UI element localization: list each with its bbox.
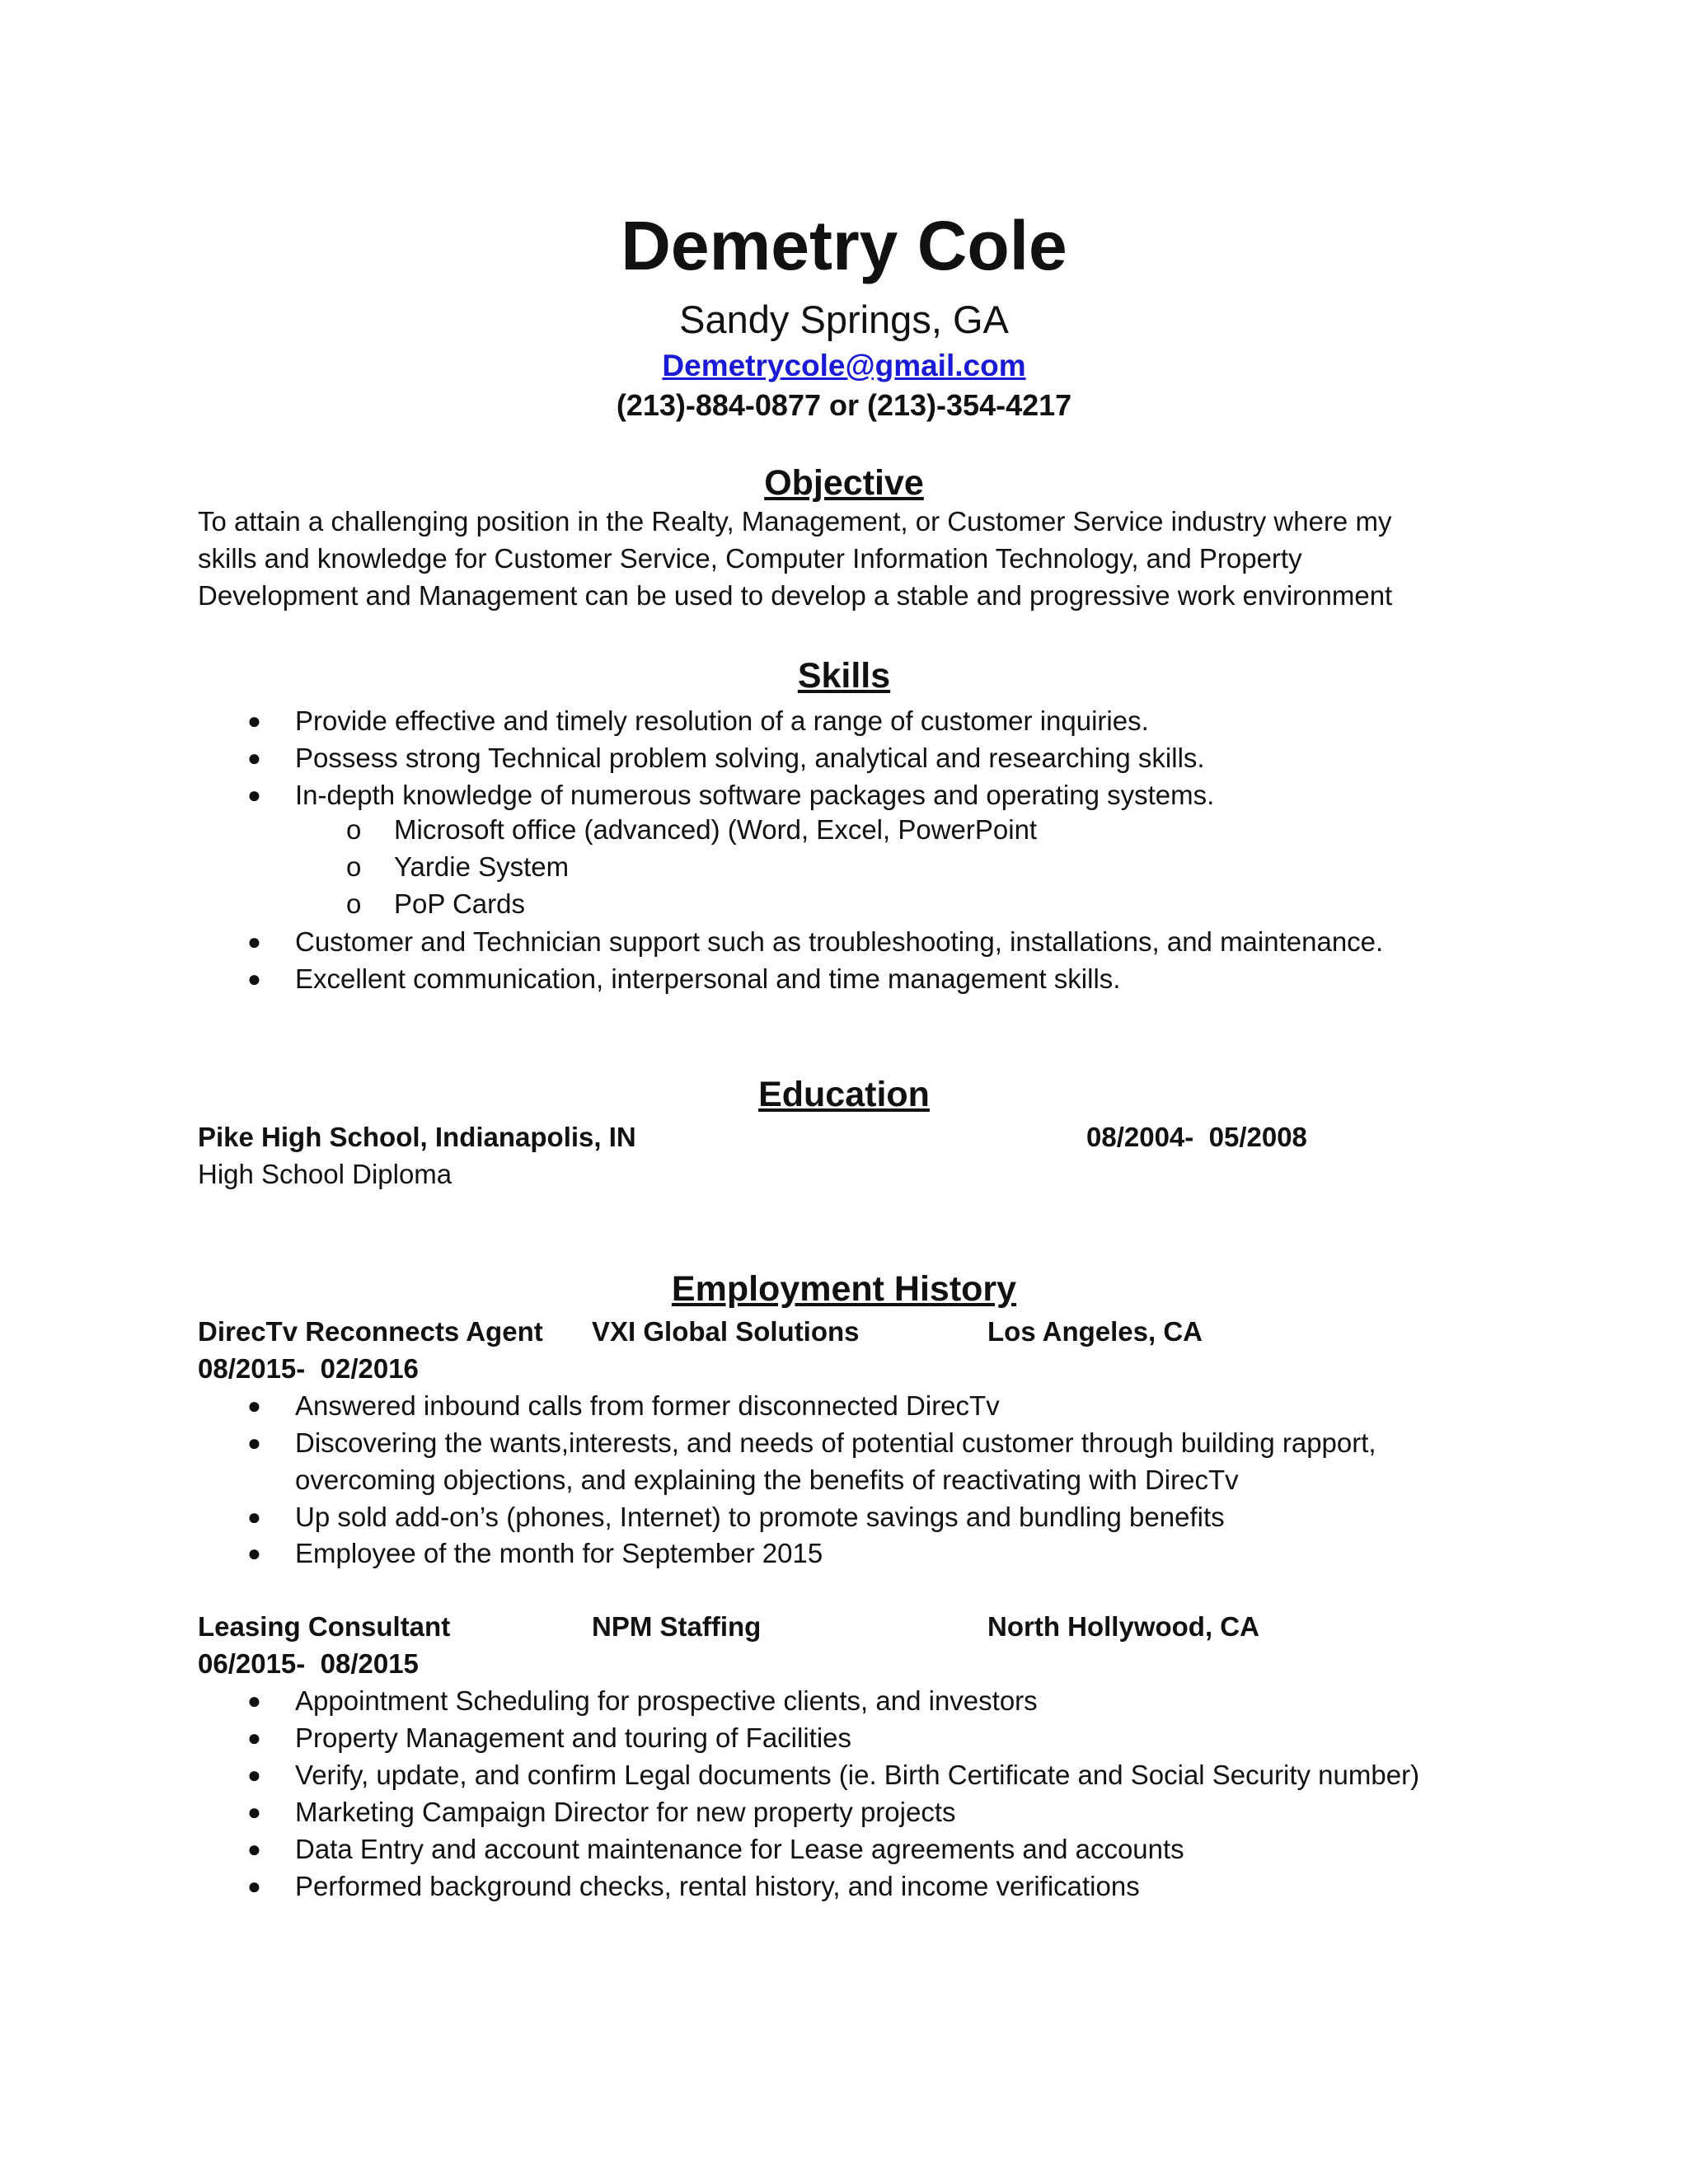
bullet-icon: ●: [247, 1873, 261, 1899]
phone-numbers: (213)-884-0877 or (213)-354-4217: [616, 388, 1072, 422]
job-duty: Property Management and touring of Facilities: [295, 1722, 852, 1753]
objective-heading: Objective: [764, 463, 924, 503]
bullet-icon: ●: [247, 1393, 261, 1418]
school-name: Pike High School, Indianapolis, IN: [198, 1122, 636, 1152]
bullet-icon: ●: [247, 1725, 261, 1750]
bullet-icon: ●: [247, 745, 261, 771]
job-duty: Employee of the month for September 2015: [295, 1538, 823, 1568]
sub-bullet-icon: o: [346, 888, 362, 919]
skills-heading: Skills: [797, 656, 891, 696]
sub-bullet-icon: o: [346, 814, 362, 845]
job-company: NPM Staffing: [592, 1611, 762, 1642]
job-location: North Hollywood, CA: [987, 1611, 1259, 1642]
bullet-icon: ●: [247, 1430, 261, 1455]
bullet-icon: ●: [247, 1504, 261, 1530]
job-dates: 06/2015- 08/2015: [198, 1648, 419, 1679]
sub-bullet-icon: o: [346, 851, 362, 882]
applicant-location: Sandy Springs, GA: [679, 298, 1009, 341]
job-dates: 08/2015- 02/2016: [198, 1353, 419, 1384]
skill-item: Provide effective and timely resolution of a range of customer inquiries.: [295, 705, 1149, 736]
job-duty: Appointment Scheduling for prospective clients, and investors: [295, 1685, 1038, 1716]
job-location: Los Angeles, CA: [987, 1316, 1203, 1347]
education-dates: 08/2004- 05/2008: [1086, 1122, 1307, 1152]
skill-sub-item: PoP Cards: [394, 888, 525, 919]
job-duty: Performed background checks, rental history, and income verifications: [295, 1871, 1140, 1901]
skill-item: In-depth knowledge of numerous software packages and operating systems.: [295, 780, 1215, 810]
bullet-icon: ●: [247, 966, 261, 991]
objective-paragraph: [198, 503, 1484, 614]
objective-line: Development and Management can be used to develop a stable and progressive work environment: [198, 580, 1393, 611]
skill-sub-item: Yardie System: [394, 851, 570, 882]
bullet-icon: ●: [247, 782, 261, 808]
job-duty: Answered inbound calls from former disconnected DirecTv: [295, 1390, 1000, 1421]
bullet-icon: ●: [247, 1799, 261, 1825]
job-duty: Up sold add-on’s (phones, Internet) to promote savings and bundling benefits: [295, 1502, 1225, 1532]
bullet-icon: ●: [247, 1688, 261, 1713]
bullet-icon: ●: [247, 1540, 261, 1566]
skill-item: Customer and Technician support such as troubleshooting, installations, and maintenance.: [295, 926, 1384, 957]
skill-item: Excellent communication, interpersonal and time management skills.: [295, 963, 1121, 994]
degree: High School Diploma: [198, 1159, 452, 1189]
objective-line: To attain a challenging position in the Realty, Management, or Customer Service industry where my: [198, 506, 1392, 537]
job-duty-continuation: overcoming objections, and explaining the benefits of reactivating with DirecTv: [295, 1465, 1239, 1495]
job-duty: Verify, update, and confirm Legal documents (ie. Birth Certificate and Social Security number): [295, 1760, 1420, 1790]
objective-line: skills and knowledge for Customer Service, Computer Information Technology, and Property: [198, 543, 1302, 574]
skill-sub-item: Microsoft office (advanced) (Word, Excel, PowerPoint: [394, 814, 1038, 845]
bullet-icon: ●: [247, 1836, 261, 1862]
job-duty: Discovering the wants,interests, and needs of potential customer through building rapport,: [295, 1427, 1376, 1458]
bullet-icon: ●: [247, 1762, 261, 1788]
email-link[interactable]: Demetrycole@gmail.com: [662, 349, 1026, 382]
job-title: DirecTv Reconnects Agent: [198, 1316, 543, 1347]
job-company: VXI Global Solutions: [592, 1316, 860, 1347]
education-heading: Education: [758, 1075, 930, 1114]
employment-heading: Employment History: [671, 1269, 1017, 1309]
applicant-name: Demetry Cole: [621, 207, 1067, 284]
job-duty: Data Entry and account maintenance for Lease agreements and accounts: [295, 1834, 1184, 1864]
bullet-icon: ●: [247, 708, 261, 733]
job-duty: Marketing Campaign Director for new property projects: [295, 1797, 956, 1827]
job-title: Leasing Consultant: [198, 1611, 451, 1642]
bullet-icon: ●: [247, 929, 261, 954]
skill-item: Possess strong Technical problem solving, analytical and researching skills.: [295, 743, 1205, 773]
